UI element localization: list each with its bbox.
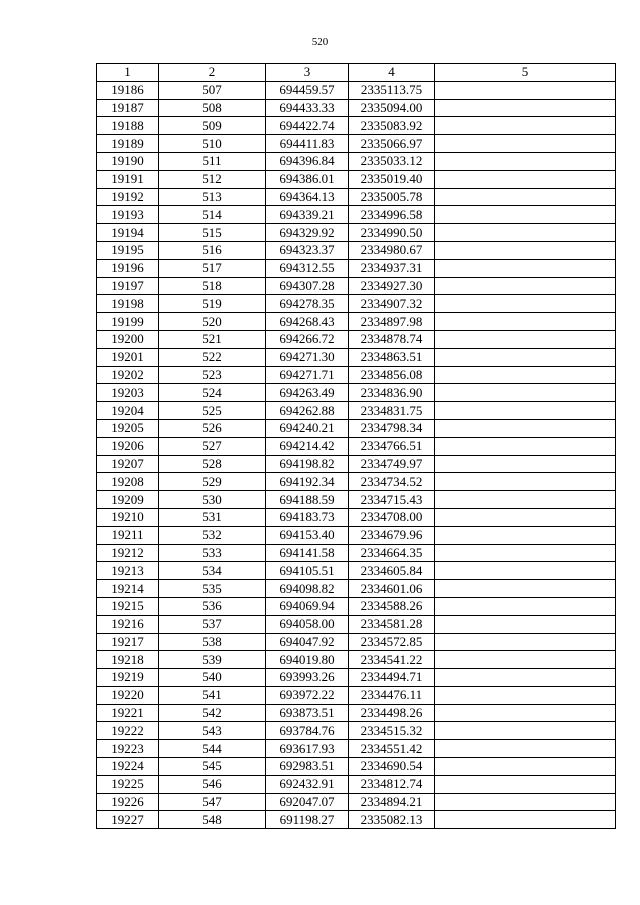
table-cell-col3: 693993.26 xyxy=(266,669,349,687)
table-cell-col5 xyxy=(435,348,616,366)
table-cell-col2: 538 xyxy=(159,633,266,651)
table-cell-col2: 531 xyxy=(159,508,266,526)
table-cell-col3: 694105.51 xyxy=(266,562,349,580)
table-row xyxy=(97,277,616,295)
table-cell-col5 xyxy=(435,526,616,544)
table-row xyxy=(97,81,616,99)
table-cell-col4: 2334878.74 xyxy=(349,330,435,348)
table-cell-col1: 19196 xyxy=(97,259,159,277)
table-cell-col3: 694433.33 xyxy=(266,99,349,117)
table-cell-col1: 19225 xyxy=(97,775,159,793)
table-row xyxy=(97,580,616,598)
table-cell-col5 xyxy=(435,597,616,615)
table-row xyxy=(97,775,616,793)
table-cell-col2: 515 xyxy=(159,224,266,242)
table-cell-col2: 530 xyxy=(159,491,266,509)
table-cell-col4: 2334798.34 xyxy=(349,419,435,437)
table-cell-col4: 2334572.85 xyxy=(349,633,435,651)
table-cell-col3: 692047.07 xyxy=(266,793,349,811)
table-row xyxy=(97,402,616,420)
table-cell-col2: 544 xyxy=(159,740,266,758)
table-cell-col2: 513 xyxy=(159,188,266,206)
table-cell-col4: 2335094.00 xyxy=(349,99,435,117)
page-number: 520 xyxy=(311,36,329,48)
table-cell-col4: 2335066.97 xyxy=(349,135,435,153)
table-cell-col5 xyxy=(435,81,616,99)
table-cell-col2: 510 xyxy=(159,135,266,153)
table-cell-col1: 19215 xyxy=(97,597,159,615)
table-cell-col5 xyxy=(435,544,616,562)
table-cell-col1: 19218 xyxy=(97,651,159,669)
table-cell-col4: 2335005.78 xyxy=(349,188,435,206)
table-cell-col2: 526 xyxy=(159,419,266,437)
table-cell-col1: 19214 xyxy=(97,580,159,598)
table-cell-col5 xyxy=(435,437,616,455)
table-row xyxy=(97,633,616,651)
table-row xyxy=(97,224,616,242)
table-cell-col3: 694263.49 xyxy=(266,384,349,402)
table-cell-col2: 507 xyxy=(159,81,266,99)
table-cell-col3: 693873.51 xyxy=(266,704,349,722)
table-cell-col4: 2334897.98 xyxy=(349,313,435,331)
table-row xyxy=(97,473,616,491)
table-cell-col3: 694214.42 xyxy=(266,437,349,455)
table-row xyxy=(97,651,616,669)
table-cell-col4: 2334812.74 xyxy=(349,775,435,793)
table-cell-col5 xyxy=(435,740,616,758)
table-cell-col2: 546 xyxy=(159,775,266,793)
table-cell-col5 xyxy=(435,811,616,829)
table-cell-col5 xyxy=(435,366,616,384)
table-row xyxy=(97,811,616,829)
table-cell-col3: 694098.82 xyxy=(266,580,349,598)
table-cell-col3: 694266.72 xyxy=(266,330,349,348)
table-cell-col2: 512 xyxy=(159,170,266,188)
table-row xyxy=(97,419,616,437)
table-row xyxy=(97,188,616,206)
table-cell-col2: 537 xyxy=(159,615,266,633)
table-cell-col5 xyxy=(435,313,616,331)
table-cell-col4: 2334605.84 xyxy=(349,562,435,580)
table-row xyxy=(97,704,616,722)
table-row xyxy=(97,455,616,473)
table-cell-col5 xyxy=(435,330,616,348)
table-cell-col1: 19219 xyxy=(97,669,159,687)
table-cell-col1: 19210 xyxy=(97,508,159,526)
table-cell-col4: 2334498.26 xyxy=(349,704,435,722)
table-cell-col2: 519 xyxy=(159,295,266,313)
table-cell-col5 xyxy=(435,562,616,580)
table-cell-col4: 2334690.54 xyxy=(349,758,435,776)
table-cell-col4: 2334515.32 xyxy=(349,722,435,740)
table-cell-col3: 694323.37 xyxy=(266,241,349,259)
table-row xyxy=(97,99,616,117)
table-cell-col3: 694329.92 xyxy=(266,224,349,242)
table-cell-col2: 539 xyxy=(159,651,266,669)
table-cell-col2: 532 xyxy=(159,526,266,544)
table-cell-col3: 693784.76 xyxy=(266,722,349,740)
table-cell-col3: 694422.74 xyxy=(266,117,349,135)
table-cell-col3: 694192.34 xyxy=(266,473,349,491)
column-header-5: 5 xyxy=(435,64,616,82)
table-cell-col2: 534 xyxy=(159,562,266,580)
table-cell-col4: 2334541.22 xyxy=(349,651,435,669)
table-row xyxy=(97,206,616,224)
table-cell-col1: 19222 xyxy=(97,722,159,740)
table-cell-col2: 540 xyxy=(159,669,266,687)
table-cell-col5 xyxy=(435,170,616,188)
table-cell-col3: 693617.93 xyxy=(266,740,349,758)
table-cell-col5 xyxy=(435,473,616,491)
table-row xyxy=(97,491,616,509)
table-row xyxy=(97,437,616,455)
table-cell-col1: 19190 xyxy=(97,152,159,170)
table-cell-col3: 694278.35 xyxy=(266,295,349,313)
table-cell-col3: 694141.58 xyxy=(266,544,349,562)
table-cell-col2: 542 xyxy=(159,704,266,722)
table-cell-col5 xyxy=(435,206,616,224)
table-cell-col4: 2334551.42 xyxy=(349,740,435,758)
table-cell-col4: 2334980.67 xyxy=(349,241,435,259)
table-cell-col3: 694188.59 xyxy=(266,491,349,509)
table-cell-col1: 19199 xyxy=(97,313,159,331)
table-cell-col3: 694153.40 xyxy=(266,526,349,544)
table-cell-col3: 694047.92 xyxy=(266,633,349,651)
table-cell-col2: 541 xyxy=(159,686,266,704)
table-cell-col1: 19187 xyxy=(97,99,159,117)
table-cell-col1: 19191 xyxy=(97,170,159,188)
table-row xyxy=(97,793,616,811)
table-cell-col2: 517 xyxy=(159,259,266,277)
table-cell-col5 xyxy=(435,722,616,740)
table-cell-col1: 19204 xyxy=(97,402,159,420)
table-cell-col3: 691198.27 xyxy=(266,811,349,829)
table-body xyxy=(97,81,616,828)
table-cell-col4: 2334894.21 xyxy=(349,793,435,811)
table-cell-col3: 694312.55 xyxy=(266,259,349,277)
table-cell-col4: 2334856.08 xyxy=(349,366,435,384)
table-cell-col4: 2334581.28 xyxy=(349,615,435,633)
table-cell-col3: 694459.57 xyxy=(266,81,349,99)
table-cell-col1: 19194 xyxy=(97,224,159,242)
table-cell-col3: 694198.82 xyxy=(266,455,349,473)
column-header-3: 3 xyxy=(266,64,349,82)
table-cell-col5 xyxy=(435,793,616,811)
column-header-4: 4 xyxy=(349,64,435,82)
table-cell-col3: 694271.71 xyxy=(266,366,349,384)
table-row xyxy=(97,152,616,170)
table-cell-col1: 19226 xyxy=(97,793,159,811)
coordinates-table xyxy=(96,63,616,829)
table-cell-col5 xyxy=(435,669,616,687)
table-cell-col5 xyxy=(435,419,616,437)
table-cell-col1: 19203 xyxy=(97,384,159,402)
table-cell-col1: 19209 xyxy=(97,491,159,509)
table-row xyxy=(97,722,616,740)
table-cell-col2: 536 xyxy=(159,597,266,615)
table-cell-col5 xyxy=(435,384,616,402)
table-cell-col2: 523 xyxy=(159,366,266,384)
table-row xyxy=(97,669,616,687)
table-cell-col3: 694396.84 xyxy=(266,152,349,170)
table-row xyxy=(97,170,616,188)
table-cell-col4: 2334990.50 xyxy=(349,224,435,242)
table-cell-col4: 2334996.58 xyxy=(349,206,435,224)
table-cell-col5 xyxy=(435,224,616,242)
table-cell-col5 xyxy=(435,633,616,651)
table-cell-col2: 548 xyxy=(159,811,266,829)
table-cell-col1: 19207 xyxy=(97,455,159,473)
table-cell-col1: 19188 xyxy=(97,117,159,135)
table-cell-col3: 694019.80 xyxy=(266,651,349,669)
table-cell-col2: 511 xyxy=(159,152,266,170)
table-cell-col2: 545 xyxy=(159,758,266,776)
table-cell-col1: 19211 xyxy=(97,526,159,544)
table-cell-col1: 19223 xyxy=(97,740,159,758)
table-row xyxy=(97,758,616,776)
table-cell-col4: 2335113.75 xyxy=(349,81,435,99)
table-row xyxy=(97,330,616,348)
table-cell-col4: 2334836.90 xyxy=(349,384,435,402)
table-cell-col4: 2334907.32 xyxy=(349,295,435,313)
table-cell-col4: 2334927.30 xyxy=(349,277,435,295)
table-cell-col5 xyxy=(435,455,616,473)
column-header-2: 2 xyxy=(159,64,266,82)
table-cell-col1: 19227 xyxy=(97,811,159,829)
table-cell-col2: 514 xyxy=(159,206,266,224)
table-cell-col3: 694240.21 xyxy=(266,419,349,437)
table-cell-col5 xyxy=(435,295,616,313)
table-cell-col5 xyxy=(435,117,616,135)
table-cell-col1: 19212 xyxy=(97,544,159,562)
table-row xyxy=(97,740,616,758)
table-cell-col3: 694411.83 xyxy=(266,135,349,153)
table-cell-col3: 694069.94 xyxy=(266,597,349,615)
table-cell-col2: 520 xyxy=(159,313,266,331)
table-row xyxy=(97,295,616,313)
table-cell-col5 xyxy=(435,259,616,277)
table-cell-col3: 692432.91 xyxy=(266,775,349,793)
table-cell-col5 xyxy=(435,152,616,170)
table-cell-col4: 2334708.00 xyxy=(349,508,435,526)
table-cell-col1: 19216 xyxy=(97,615,159,633)
table-cell-col1: 19206 xyxy=(97,437,159,455)
table-cell-col1: 19189 xyxy=(97,135,159,153)
table-cell-col1: 19224 xyxy=(97,758,159,776)
table-cell-col3: 694307.28 xyxy=(266,277,349,295)
table-cell-col4: 2334679.96 xyxy=(349,526,435,544)
table-cell-col5 xyxy=(435,580,616,598)
table-cell-col3: 694268.43 xyxy=(266,313,349,331)
table-cell-col3: 694364.13 xyxy=(266,188,349,206)
table-cell-col4: 2334937.31 xyxy=(349,259,435,277)
table-row xyxy=(97,313,616,331)
table-cell-col2: 518 xyxy=(159,277,266,295)
table-cell-col2: 547 xyxy=(159,793,266,811)
table-cell-col5 xyxy=(435,99,616,117)
table-cell-col3: 694271.30 xyxy=(266,348,349,366)
table-cell-col1: 19220 xyxy=(97,686,159,704)
table-cell-col5 xyxy=(435,188,616,206)
column-header-1: 1 xyxy=(97,64,159,82)
table-cell-col2: 527 xyxy=(159,437,266,455)
table-cell-col1: 19213 xyxy=(97,562,159,580)
table-cell-col3: 694183.73 xyxy=(266,508,349,526)
table-cell-col2: 509 xyxy=(159,117,266,135)
table-cell-col2: 521 xyxy=(159,330,266,348)
table-row xyxy=(97,241,616,259)
table-cell-col4: 2334734.52 xyxy=(349,473,435,491)
table-cell-col1: 19221 xyxy=(97,704,159,722)
table-cell-col1: 19205 xyxy=(97,419,159,437)
table-row xyxy=(97,597,616,615)
table-cell-col4: 2334494.71 xyxy=(349,669,435,687)
table-cell-col1: 19202 xyxy=(97,366,159,384)
table-cell-col3: 693972.22 xyxy=(266,686,349,704)
table-cell-col4: 2335082.13 xyxy=(349,811,435,829)
table-cell-col3: 694262.88 xyxy=(266,402,349,420)
table-cell-col5 xyxy=(435,758,616,776)
table-cell-col2: 522 xyxy=(159,348,266,366)
table-cell-col3: 694386.01 xyxy=(266,170,349,188)
table-cell-col1: 19208 xyxy=(97,473,159,491)
table-cell-col4: 2334831.75 xyxy=(349,402,435,420)
table-cell-col4: 2335083.92 xyxy=(349,117,435,135)
table-cell-col2: 524 xyxy=(159,384,266,402)
table-row xyxy=(97,135,616,153)
table-cell-col5 xyxy=(435,651,616,669)
table-cell-col2: 533 xyxy=(159,544,266,562)
table-row xyxy=(97,615,616,633)
table-row xyxy=(97,384,616,402)
table-row xyxy=(97,348,616,366)
table-cell-col5 xyxy=(435,775,616,793)
table-cell-col4: 2334588.26 xyxy=(349,597,435,615)
table-cell-col5 xyxy=(435,686,616,704)
table-cell-col2: 516 xyxy=(159,241,266,259)
table-cell-col4: 2335033.12 xyxy=(349,152,435,170)
table-cell-col5 xyxy=(435,508,616,526)
table-cell-col1: 19200 xyxy=(97,330,159,348)
table-cell-col1: 19201 xyxy=(97,348,159,366)
table-header-row xyxy=(97,64,616,82)
table-row xyxy=(97,562,616,580)
table-cell-col1: 19193 xyxy=(97,206,159,224)
table-cell-col5 xyxy=(435,615,616,633)
table-cell-col2: 535 xyxy=(159,580,266,598)
table-cell-col5 xyxy=(435,491,616,509)
table-row xyxy=(97,544,616,562)
table-cell-col1: 19195 xyxy=(97,241,159,259)
table-cell-col4: 2334664.35 xyxy=(349,544,435,562)
table-cell-col2: 508 xyxy=(159,99,266,117)
table-cell-col1: 19186 xyxy=(97,81,159,99)
table-cell-col1: 19198 xyxy=(97,295,159,313)
table-cell-col4: 2334863.51 xyxy=(349,348,435,366)
table-cell-col5 xyxy=(435,277,616,295)
table-cell-col5 xyxy=(435,704,616,722)
table-row xyxy=(97,526,616,544)
table-cell-col5 xyxy=(435,241,616,259)
table-row xyxy=(97,508,616,526)
table-row xyxy=(97,686,616,704)
table-cell-col1: 19192 xyxy=(97,188,159,206)
table-cell-col2: 525 xyxy=(159,402,266,420)
table-cell-col3: 692983.51 xyxy=(266,758,349,776)
table-cell-col5 xyxy=(435,135,616,153)
table-cell-col3: 694058.00 xyxy=(266,615,349,633)
table-cell-col4: 2334766.51 xyxy=(349,437,435,455)
table-cell-col2: 529 xyxy=(159,473,266,491)
table-row xyxy=(97,259,616,277)
table-cell-col5 xyxy=(435,402,616,420)
table-row xyxy=(97,117,616,135)
table-cell-col4: 2334749.97 xyxy=(349,455,435,473)
table-cell-col4: 2334601.06 xyxy=(349,580,435,598)
table-cell-col2: 543 xyxy=(159,722,266,740)
table-cell-col4: 2334715.43 xyxy=(349,491,435,509)
table-cell-col2: 528 xyxy=(159,455,266,473)
table-cell-col4: 2334476.11 xyxy=(349,686,435,704)
table-cell-col3: 694339.21 xyxy=(266,206,349,224)
table-row xyxy=(97,366,616,384)
table-cell-col1: 19197 xyxy=(97,277,159,295)
table-cell-col4: 2335019.40 xyxy=(349,170,435,188)
table-cell-col1: 19217 xyxy=(97,633,159,651)
